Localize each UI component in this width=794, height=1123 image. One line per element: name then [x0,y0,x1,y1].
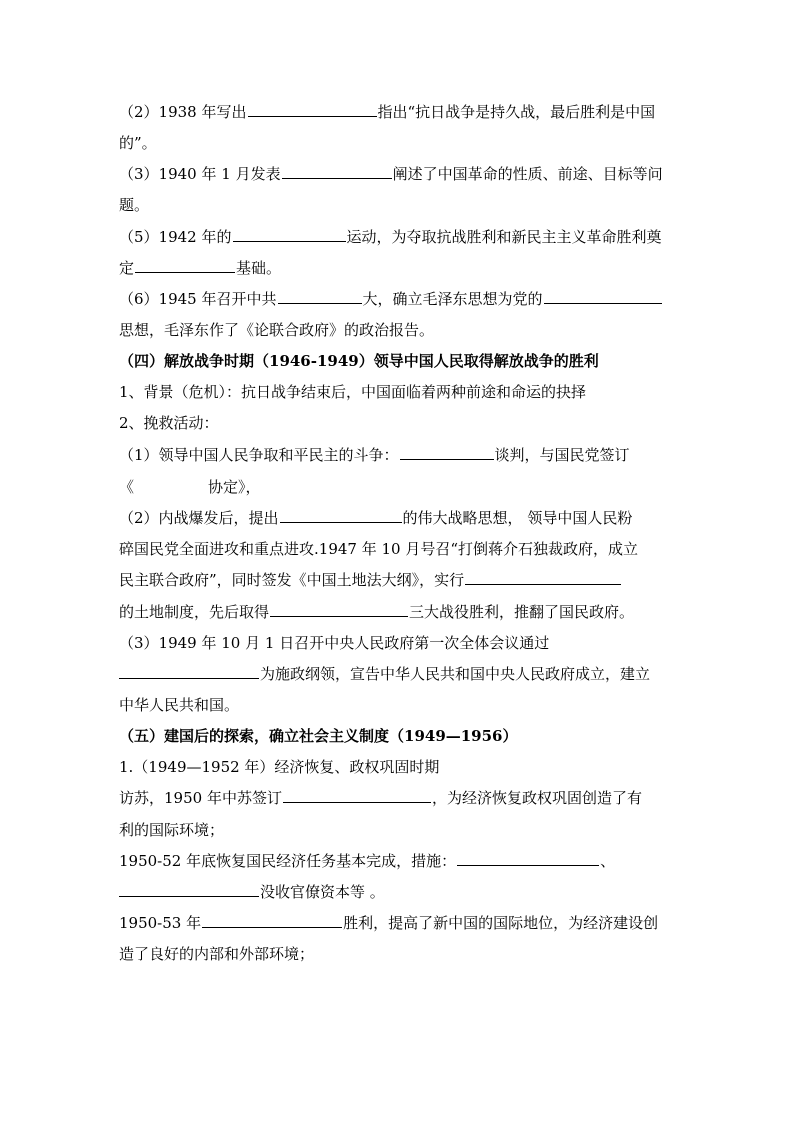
text-fragment: 阐述了中国革命的性质、前途、目标等问 [392,165,663,183]
answer-blank[interactable] [202,912,342,928]
text-fragment: ，为经济恢复政权巩固创造了有 [431,789,642,807]
answer-blank[interactable] [233,226,346,242]
text-fragment: 碎国民党全面进攻和重点进攻.1947 年 10 月号召“打倒蒋介石独裁政府，成立 [119,540,639,558]
text-line [119,880,679,904]
text-line [119,443,679,467]
text-line [119,662,679,686]
text-fragment: 基础。 [236,259,282,277]
answer-blank[interactable] [248,101,377,117]
answer-blank[interactable] [135,257,235,273]
heading-text: （五）建国后的探索，确立社会主义制度（1949—1956） [119,727,518,745]
text-line [119,287,679,311]
text-line [119,818,679,842]
text-fragment: 没收官僚资本等 。 [260,883,385,901]
text-line [119,162,679,186]
text-fragment: （2）1938 年写出 [119,103,247,121]
section-heading [119,724,679,748]
section-heading [119,349,679,373]
text-fragment: 中华人民共和国。 [119,696,240,714]
text-fragment: 运动，为夺取抗战胜利和新民主主义革命胜利奠 [346,228,662,246]
text-fragment: （3）1949 年 10 月 1 日召开中央人民政府第一次全体会议通过 [119,634,550,652]
text-fragment: 思想，毛泽东作了《论联合政府》的政治报告。 [119,321,435,339]
text-fragment: 利的国际环境； [119,821,225,839]
text-line [119,786,679,810]
text-fragment: 为施政纲领，宣告中华人民共和国中央人民政府成立，建立 [260,665,651,683]
text-fragment: 指出“抗日战争是持久战，最后胜利是中国 [377,103,656,121]
text-fragment: （6）1945 年召开中共 [119,290,277,308]
text-fragment: 1.（1949—1952 年）经济恢复、政权巩固时期 [119,758,440,776]
text-line [119,568,679,592]
text-line [119,911,679,935]
text-fragment: 定 [119,259,135,277]
text-line [119,537,679,561]
heading-text: （四）解放战争时期（1946-1949）领导中国人民取得解放战争的胜利 [119,352,599,370]
text-line [119,225,679,249]
text-fragment: 民主联合政府”，同时签发《中国土地法大纲》，实行 [119,571,465,589]
text-fragment: 三大战役胜利，推翻了国民政府。 [409,603,635,621]
answer-blank[interactable] [270,601,408,617]
text-line [119,693,679,717]
text-fragment: 造了良好的内部和外部环境； [119,945,315,963]
text-fragment: 大，确立毛泽东思想为党的 [362,290,543,308]
text-fragment: 1、背景（危机）：抗日战争结束后，中国面临着两种前途和命运的抉择 [119,383,587,401]
answer-blank[interactable] [119,663,259,679]
text-fragment: 1950-52 年底恢复国民经济任务基本完成，措施： [119,852,457,870]
answer-blank[interactable] [278,288,362,304]
text-line [119,131,679,155]
text-fragment: 《 [119,478,135,496]
answer-blank[interactable] [544,288,662,304]
text-line [119,849,679,873]
answer-gap[interactable] [134,477,208,492]
answer-blank[interactable] [400,444,494,460]
text-line [119,475,679,499]
text-fragment: 访苏，1950 年中苏签订 [119,789,282,807]
text-fragment: 题。 [119,196,150,214]
text-fragment: （2）内战爆发后，提出 [119,509,279,527]
text-fragment: （5）1942 年的 [119,228,232,246]
text-line [119,942,679,966]
answer-blank[interactable] [283,787,431,803]
text-line [119,506,679,530]
answer-blank[interactable] [457,850,599,866]
text-line [119,193,679,217]
text-fragment: 协定》， [208,478,261,496]
text-line [119,755,679,779]
text-fragment: 2、挽救活动： [119,414,219,432]
text-fragment: 的”。 [119,134,157,152]
text-line [119,411,679,435]
text-line [119,631,679,655]
text-line [119,100,679,124]
text-fragment: 谈判，与国民党签订 [494,446,630,464]
text-fragment: 1950-53 年 [119,914,202,932]
answer-blank[interactable] [280,507,402,523]
text-line [119,600,679,624]
text-line [119,256,679,280]
text-fragment: （1）领导中国人民争取和平民主的斗争： [119,446,399,464]
text-fragment: 的土地制度，先后取得 [119,603,270,621]
text-line [119,380,679,404]
text-fragment: 、 [600,852,616,870]
text-fragment: 胜利，提高了新中国的国际地位，为经济建设创 [343,914,659,932]
answer-blank[interactable] [119,881,259,897]
text-line [119,318,679,342]
text-fragment: 的伟大战略思想， 领导中国人民粉 [402,509,633,527]
text-fragment: （3）1940 年 1 月发表 [119,165,281,183]
answer-blank[interactable] [282,163,392,179]
answer-blank[interactable] [465,569,621,585]
